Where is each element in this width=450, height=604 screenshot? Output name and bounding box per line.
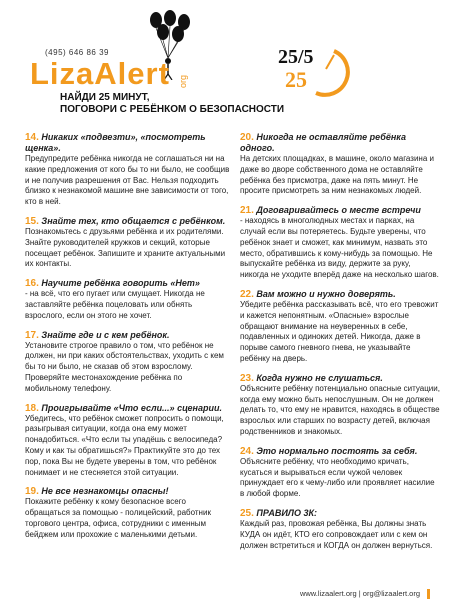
list-item: 25. ПРАВИЛО 3К: Каждый раз, провожая ребёнка, Вы должны знать КУДА он идёт, КТО его сопровождает или с кем он должен встретиться и КОГДА он должен вернуться. (240, 507, 433, 550)
footer (0, 586, 450, 604)
list-item: 19. Не все незнакомцы опасны! Покажите ребёнку к кому безопасное всего обращаться за помощью - полицейский, работник торгового центра, офиса, сотрудники с именным бейджем или прохожие с маленькими детьми. (25, 486, 211, 539)
list-item: 21. Договаривайтесь о месте встречи - находясь в многолюдных местах и парках, на случай если вы потеряетесь. Будьте уверены, что ребёнок знает и сможет, как минимум, назвать это место, обратившись к кому-нибудь за помощью. Не выпускайте ребёнка из виду, держите за руку, никогда не уходите вперёд даже на несколько шагов. (240, 205, 439, 280)
left-column (25, 132, 230, 549)
list-item: 17. Знайте где и с кем ребёнок. Установите строгое правило о том, что ребёнок не должен, ни при каких обстоятельствах, уходить с кем бы то ни было, не сказав об этом взрослому. Проверяйте местонахождение ребёнка по мобильному телефону. (25, 329, 224, 393)
badge-top: 25/5 (278, 46, 314, 68)
list-item: 14. Никаких «подвезти», «посмотреть щенка». Предупредите ребёнка никогда не соглашаться ни на какие предложения от кого бы то ни было, не сообщив и не получив разрешения от Вас. Нельзя подходить близко к незнакомой машине вне зависимости от того, кто в ней. (25, 132, 230, 207)
phone-number: (495) 646 86 39 (45, 48, 109, 57)
header (0, 0, 450, 115)
badge-bottom: 25 (285, 67, 307, 92)
logo (28, 10, 258, 105)
list-item: 22. Вам можно и нужно доверять. Убедите ребёнка рассказывать всё, что его тревожит и кажется непонятным. «Опасные» взрослые обращают внимание на неуверенных в себе, подавленных и одиноких детей. Никогда, даже в порыве самого гневного гнева, не указывайте ребёнку на дверь. (240, 288, 439, 363)
page-title: НАЙДИ 25 МИНУТ, ПОГОВОРИ С РЕБЁНКОМ О БЕЗОПАСНОСТИ (60, 92, 285, 115)
logo-text: LizaAlert (30, 56, 170, 91)
logo-sub: org (178, 74, 188, 88)
list-item: 18. Проигрывайте «Что если...» сценарии. Убедитесь, что ребёнок сможет попросить о помощи, разыгрывая ситуации, когда она ему может понадобиться. «Что если ты упадёшь с велосипеда? Кому и как ты обратишься?» Практикуйте это до тех пор, пока Вы не будете уверены в том, что ребёнок понимает и не стесняется этой ситуации. (25, 402, 224, 477)
right-column (240, 132, 440, 559)
list-item: 16. Научите ребёнка говорить «Нет» - на всё, что его пугает или смущает. Никогда не заставляйте ребёнка поцеловать или обнять взрослого, если он этого не хочет. (25, 278, 205, 320)
list-item: 24. Это нормально постоять за себя. Объясните ребёнку, что необходимо кричать, кусаться и вырываться если чужой человек принуждает его к чему-либо или проявляет насилие в любой форме. (240, 445, 435, 499)
footer-links[interactable]: www.lizaalert.org | org@lizaalert.org (299, 589, 420, 598)
list-item: 20. Никогда не оставляйте ребёнка одного. На детских площадках, в машине, около магазина и даже во дворе собственного дома не оставляйте ребёнка без присмотра, даже на пять минут. Не просите присмотреть за ним незнакомых людей. (240, 132, 434, 196)
list-item: 15. Знайте тех, кто общается с ребёнком. Познакомьтесь с друзьями ребёнка и их родителями. Знайте руководителей кружков и секций, которые посещает ребёнок. Запишите и храните актуальными их контакты. (25, 215, 226, 269)
footer-accent-bar (427, 589, 430, 599)
list-item: 23. Когда нужно не слушаться. Объясните ребёнку потенциально опасные ситуации, когда ему можно быть непослушным. Он не должен делать то, что ему не нравится, находясь в обществе взрослых или старших по возрасту детей, включая родственников и знакомых. (240, 372, 440, 436)
